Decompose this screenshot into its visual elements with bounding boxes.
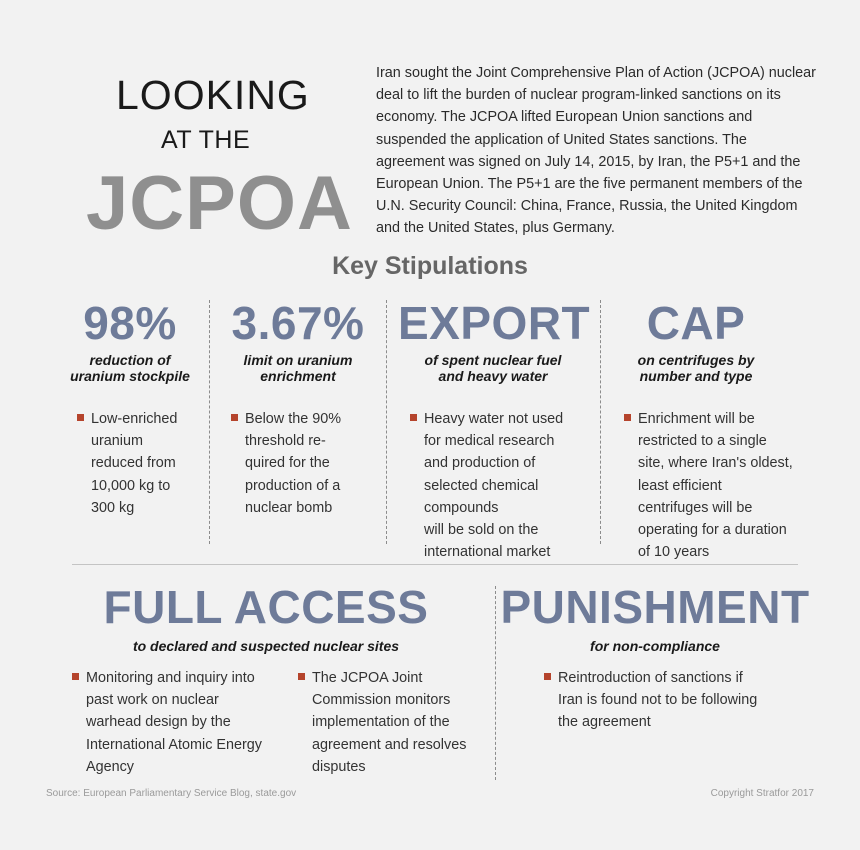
bullet-square-icon xyxy=(231,414,238,421)
bullet-item xyxy=(296,667,502,778)
bullet-line: Commission monitors xyxy=(312,692,451,709)
column-divider xyxy=(209,300,210,544)
bullet-line: least efficient xyxy=(638,477,722,494)
section-divider xyxy=(72,564,798,565)
bullet-square-icon xyxy=(298,673,305,680)
stipulation-cap xyxy=(608,296,808,563)
bullet-item xyxy=(70,667,296,778)
bullet-line: site, where Iran's oldest, xyxy=(638,455,793,472)
bullet-line: threshold re- xyxy=(245,433,326,450)
bullet-line: implementation of the xyxy=(312,714,450,731)
bullet-line: disputes xyxy=(312,758,366,775)
stipulation-figure: 3.67% xyxy=(231,297,365,349)
bullet-line: operating for a duration xyxy=(638,522,787,539)
stipulation-figure: CAP xyxy=(646,297,746,349)
bullet-square-icon xyxy=(77,414,84,421)
bullet-line: selected chemical xyxy=(424,477,539,494)
caption-line: enrichment xyxy=(260,368,336,384)
bullet-line: production of a xyxy=(245,477,341,494)
punishment-caption: for non-compliance xyxy=(590,638,720,654)
stipulation-enrichment xyxy=(213,296,383,519)
bullet-item xyxy=(622,408,808,563)
bullet-line: Below the 90% xyxy=(245,411,341,427)
bullet-line: 10,000 kg to xyxy=(91,477,171,494)
caption-line: of spent nuclear fuel xyxy=(424,352,562,368)
bullet-line: will be sold on the xyxy=(424,522,539,539)
section-column-divider xyxy=(495,586,496,780)
bullet-line: Low-enriched xyxy=(91,411,178,427)
bullet-line: past work on nuclear xyxy=(86,692,219,709)
title-at-the: AT THE xyxy=(161,126,251,154)
bullet-line: Heavy water not used xyxy=(424,411,564,427)
stipulation-caption xyxy=(398,352,588,384)
stipulation-export xyxy=(398,296,591,563)
bullet-square-icon xyxy=(624,414,631,421)
bullet-line: international market xyxy=(424,544,551,561)
stipulation-caption xyxy=(608,352,808,384)
caption-line: uranium stockpile xyxy=(70,368,190,384)
caption-line: reduction of xyxy=(89,352,171,368)
bullet-line: for medical research xyxy=(424,433,555,450)
caption-line: number and type xyxy=(639,368,753,384)
bullet-line: warhead design by the xyxy=(86,714,231,731)
stipulation-figure: 98% xyxy=(83,297,177,349)
title-looking: LOOKING xyxy=(116,72,310,118)
bullet-line: International Atomic Energy xyxy=(86,736,262,753)
source-note: Source: European Parliamentary Service Blog, state.gov xyxy=(46,788,297,799)
bullet-line: Reintroduction of sanctions if xyxy=(558,670,743,686)
stipulation-caption xyxy=(213,352,383,384)
key-stipulations-heading: Key Stipulations xyxy=(332,252,528,280)
caption-line: on centrifuges by xyxy=(637,352,755,368)
bullet-line: 300 kg xyxy=(91,499,135,516)
bullet-line: Iran is found not to be following xyxy=(558,692,758,709)
bullet-square-icon xyxy=(72,673,79,680)
bullet-line: uranium xyxy=(91,433,143,450)
caption-line: and heavy water xyxy=(438,368,548,384)
bullet-line: restricted to a single xyxy=(638,433,767,450)
bullet-line: Monitoring and inquiry into xyxy=(86,670,255,686)
bullet-line: compounds xyxy=(424,499,499,516)
copyright-note: Copyright Stratfor 2017 xyxy=(710,788,814,799)
punishment-heading: PUNISHMENT xyxy=(500,581,810,633)
full-access-caption: to declared and suspected nuclear sites xyxy=(132,638,400,654)
bullet-line: and production of xyxy=(424,455,536,472)
bullet-square-icon xyxy=(544,673,551,680)
column-divider xyxy=(600,300,601,544)
bullet-item xyxy=(408,408,588,563)
column-divider xyxy=(386,300,387,544)
bullet-line: The JCPOA Joint xyxy=(312,670,423,686)
caption-line: limit on uranium xyxy=(243,352,353,368)
bullet-item xyxy=(229,408,383,519)
bullet-line: quired for the xyxy=(245,455,330,472)
bullet-item xyxy=(75,408,215,519)
stipulation-stockpile xyxy=(45,296,215,519)
bullet-line: agreement and resolves xyxy=(312,736,467,753)
bullet-line: nuclear bomb xyxy=(245,499,333,516)
full-access-heading: FULL ACCESS xyxy=(103,581,429,633)
bullet-line: Enrichment will be xyxy=(638,411,755,427)
stipulation-figure: EXPORT xyxy=(398,297,591,349)
bullet-line: Agency xyxy=(86,758,134,775)
bullet-line: the agreement xyxy=(558,714,651,731)
bullet-line: reduced from xyxy=(91,455,176,472)
stipulation-caption xyxy=(45,352,215,384)
bullet-square-icon xyxy=(410,414,417,421)
bullet-line: centrifuges will be xyxy=(638,499,753,516)
intro-paragraph: Iran sought the Joint Comprehensive Plan of Action (JCPOA) nuclear deal to lift the burden of nuclear program-linked sanctions on its economy. The JCPOA lifted European Union sanctions and suspended the application of United States sanctions. The agreement was signed on July 14, 2015, by Iran, the P5+1 and the European Union. The P5+1 are the five permanent members of the U.N. Security Council: China, France, Russia, the United Kingdom and the United States, plus Germany. xyxy=(376,65,816,237)
bullet-line: of 10 years xyxy=(638,544,710,561)
title-jcpoa: JCPOA xyxy=(86,161,353,246)
bullet-item xyxy=(542,667,808,734)
